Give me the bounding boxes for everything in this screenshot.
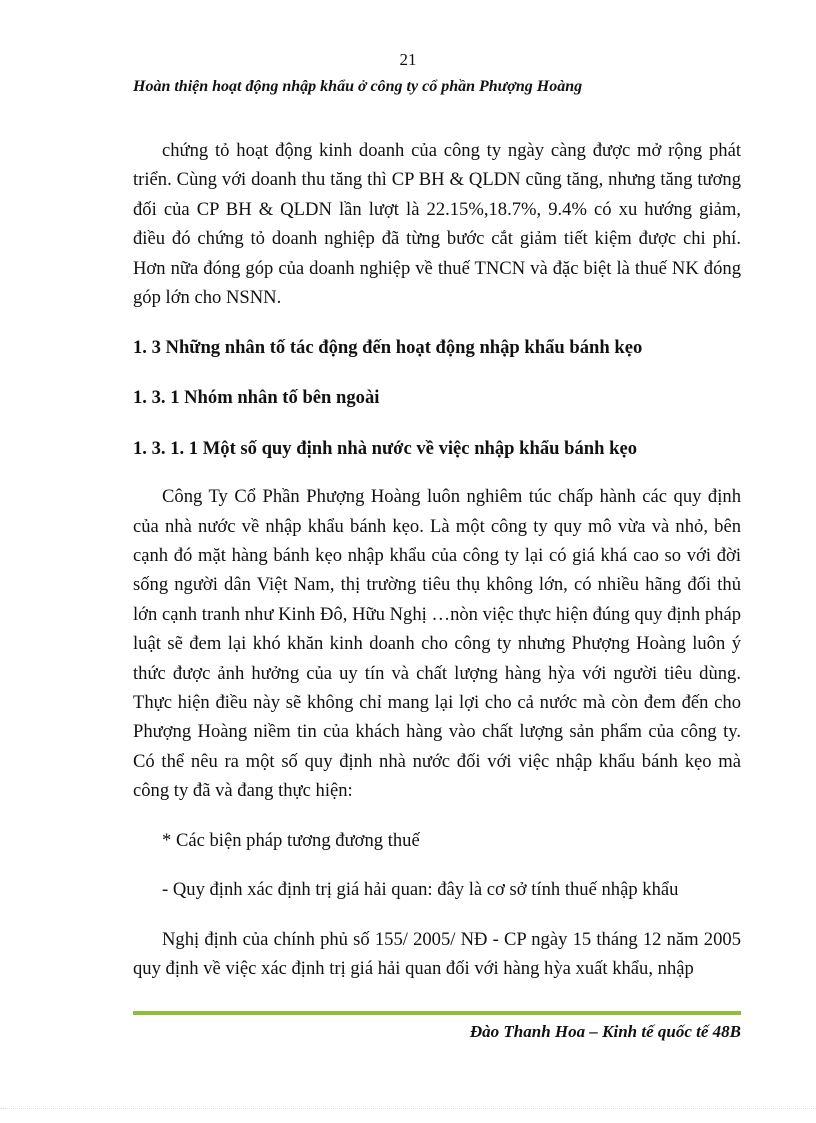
document-body — [133, 136, 741, 983]
footer-author-line: Đào Thanh Hoa – Kinh tế quốc tế 48B — [469, 1022, 741, 1041]
paragraph-decree: Nghị định của chính phủ số 155/ 2005/ NĐ - CP ngày 15 tháng 12 năm 2005 quy định về việc xác định trị giá hải quan đối với hàng hỳa xuất khẩu, nhập — [133, 928, 741, 979]
list-item-tax-equivalent: * Các biện pháp tương đương thuế — [162, 829, 420, 851]
paragraph-intro: chứng tỏ hoạt động kinh doanh của công ty ngày càng được mở rộng phát triển. Cùng với doanh thu tăng thì CP BH & QLDN cũng tăng, nhưng tăng tương đối của CP BH & QLDN lần lượt là 22.15%,18.7%, 9.4% có xu hướng giảm, điều đó chứng tỏ doanh nghiệp đã từng bước cắt giảm tiết kiệm được chi phí. Hơn nữa đóng góp của doanh nghiệp về thuế TNCN và đặc biệt là thuế NK đóng góp lớn cho NSNN. — [133, 140, 741, 309]
section-heading-1-3-1: 1. 3. 1 Nhóm nhân tố bên ngoài — [133, 387, 380, 409]
paragraph-regulations: Công Ty Cổ Phần Phượng Hoàng luôn nghiêm túc chấp hành các quy định của nhà nước về nhập khẩu bánh kẹo. Là một công ty quy mô vừa và nhỏ, bên cạnh đó mặt hàng bánh kẹo nhập khẩu của công ty lại có giá khá cao so với đời sống người dân Việt Nam, thị trường tiêu thụ không lớn, có nhiều hãng đối thủ lớn cạnh tranh như Kinh Đô, Hữu Nghị …nòn việc thực hiện đúng quy định pháp luật sẽ đem lại khó khăn kinh doanh cho công ty nhưng Phượng Hoàng luôn ý thức được ảnh hưởng của uy tín và chất lượng hàng hỳa với người tiêu dùng. Thực hiện điều này sẽ không chỉ mang lại lợi cho cả nước mà còn đem đến cho Phượng Hoàng niềm tin của khách hàng vào chất lượng sản phẩm của công ty. Có thể nêu ra một số quy định nhà nước đối với việc nhập khẩu bánh kẹo mà công ty đã và đang thực hiện: — [133, 486, 741, 802]
page-bottom-edge — [0, 1108, 816, 1109]
footer-divider — [133, 1011, 741, 1015]
page-number: 21 — [399, 50, 417, 69]
section-heading-1-3-1-1: 1. 3. 1. 1 Một số quy định nhà nước về việc nhập khẩu bánh kẹo — [133, 437, 637, 459]
section-heading-1-3: 1. 3 Những nhân tố tác động đến hoạt động nhập khẩu bánh kẹo — [133, 337, 643, 358]
running-header-title: Hoàn thiện hoạt động nhập khẩu ở công ty cổ phần Phượng Hoàng — [133, 78, 583, 95]
list-item-customs-valuation: - Quy định xác định trị giá hải quan: đây là cơ sở tính thuế nhập khẩu — [162, 879, 679, 901]
